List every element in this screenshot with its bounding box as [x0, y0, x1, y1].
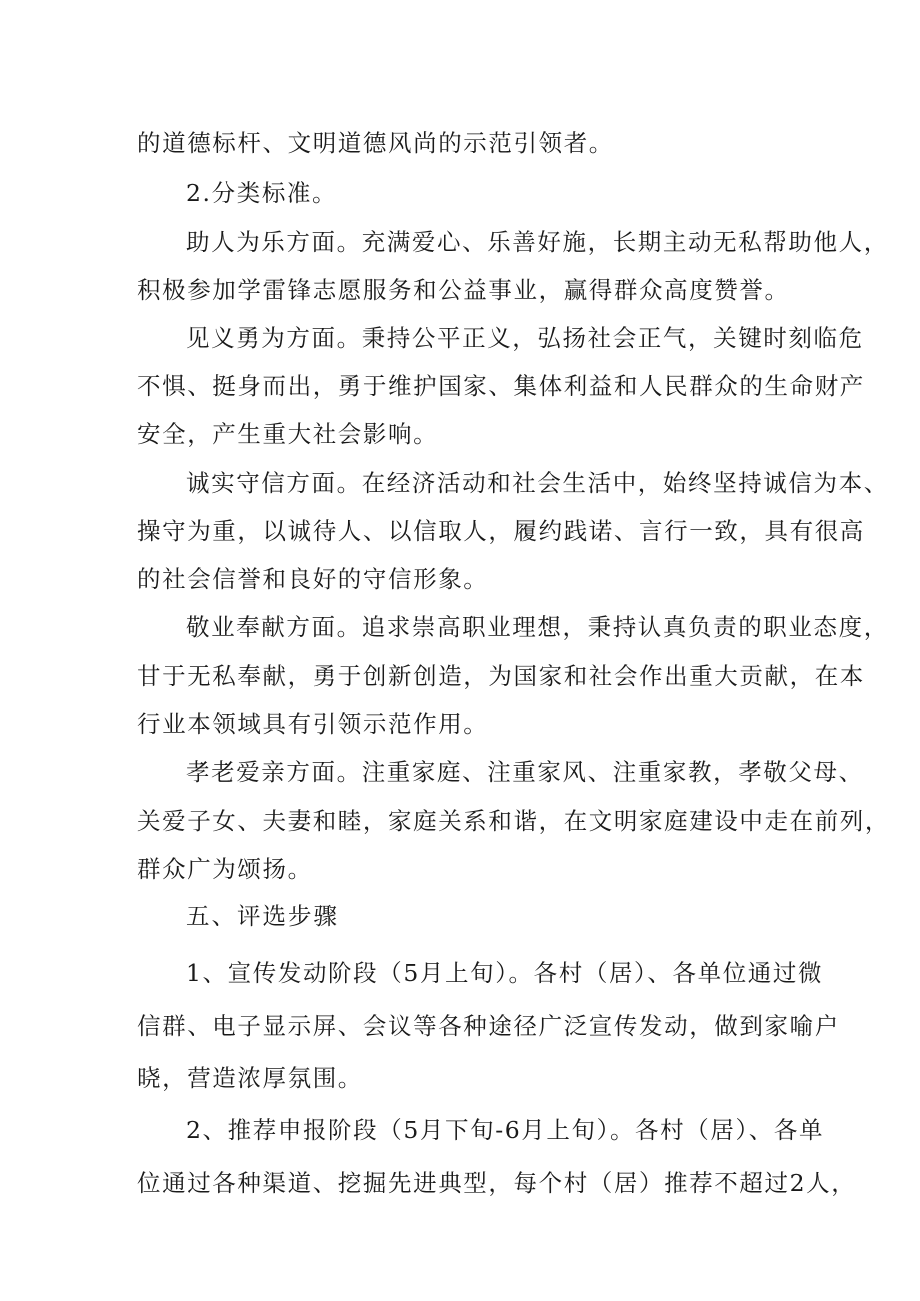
text-line-3: 助人为乐方面。充满爱心、乐善好施，长期主动无私帮助他人，: [186, 228, 889, 256]
text-line-9: 操守为重，以诚待人、以信取人，履约践诺、言行一致，具有很高: [137, 517, 865, 545]
section-heading: 五、评选步骤: [186, 902, 339, 930]
text-line-14: 孝老爱亲方面。注重家庭、注重家风、注重家教，孝敬父母、: [186, 758, 864, 786]
text-line-19: 信群、电子显示屏、会议等各种途径广泛宣传发动，做到家喻户: [137, 1012, 840, 1040]
text-line-18: 1、宣传发动阶段（5月上旬）。各村（居）、各单位通过微: [186, 959, 824, 987]
text-line-7: 安全，产生重大社会影响。: [137, 420, 439, 448]
text-line-1: 的道德标杆、文明道德风尚的示范引领者。: [137, 129, 614, 157]
text-line-5: 见义勇为方面。秉持公平正义，弘扬社会正气，关键时刻临危: [186, 324, 864, 352]
text-line-11: 敬业奉献方面。追求崇高职业理想，秉持认真负责的职业态度，: [186, 613, 889, 641]
text-line-13: 行业本领域具有引领示范作用。: [137, 710, 489, 738]
text-line-2: 2.分类标准。: [186, 179, 338, 207]
text-line-4: 积极参加学雷锋志愿服务和公益事业，赢得群众高度赞誉。: [137, 276, 790, 304]
text-line-16: 群众广为颂扬。: [137, 855, 313, 883]
text-line-12: 甘于无私奉献，勇于创新创造，为国家和社会作出重大贡献，在本: [137, 662, 865, 690]
text-line-20: 晓，营造浓厚氛围。: [137, 1064, 363, 1092]
text-line-6: 不惧、挺身而出，勇于维护国家、集体利益和人民群众的生命财产: [137, 372, 865, 400]
text-line-22: 位通过各种渠道、挖掘先进典型，每个村（居）推荐不超过2人，: [137, 1169, 857, 1197]
text-line-8: 诚实守信方面。在经济活动和社会生活中，始终坚持诚信为本、: [186, 469, 889, 497]
text-line-10: 的社会信誉和良好的守信形象。: [137, 565, 489, 593]
text-line-21: 2、推荐申报阶段（5月下旬-6月上旬）。各村（居）、各单: [186, 1116, 825, 1144]
text-line-15: 关爱子女、夫妻和睦，家庭关系和谐，在文明家庭建设中走在前列，: [137, 807, 890, 835]
